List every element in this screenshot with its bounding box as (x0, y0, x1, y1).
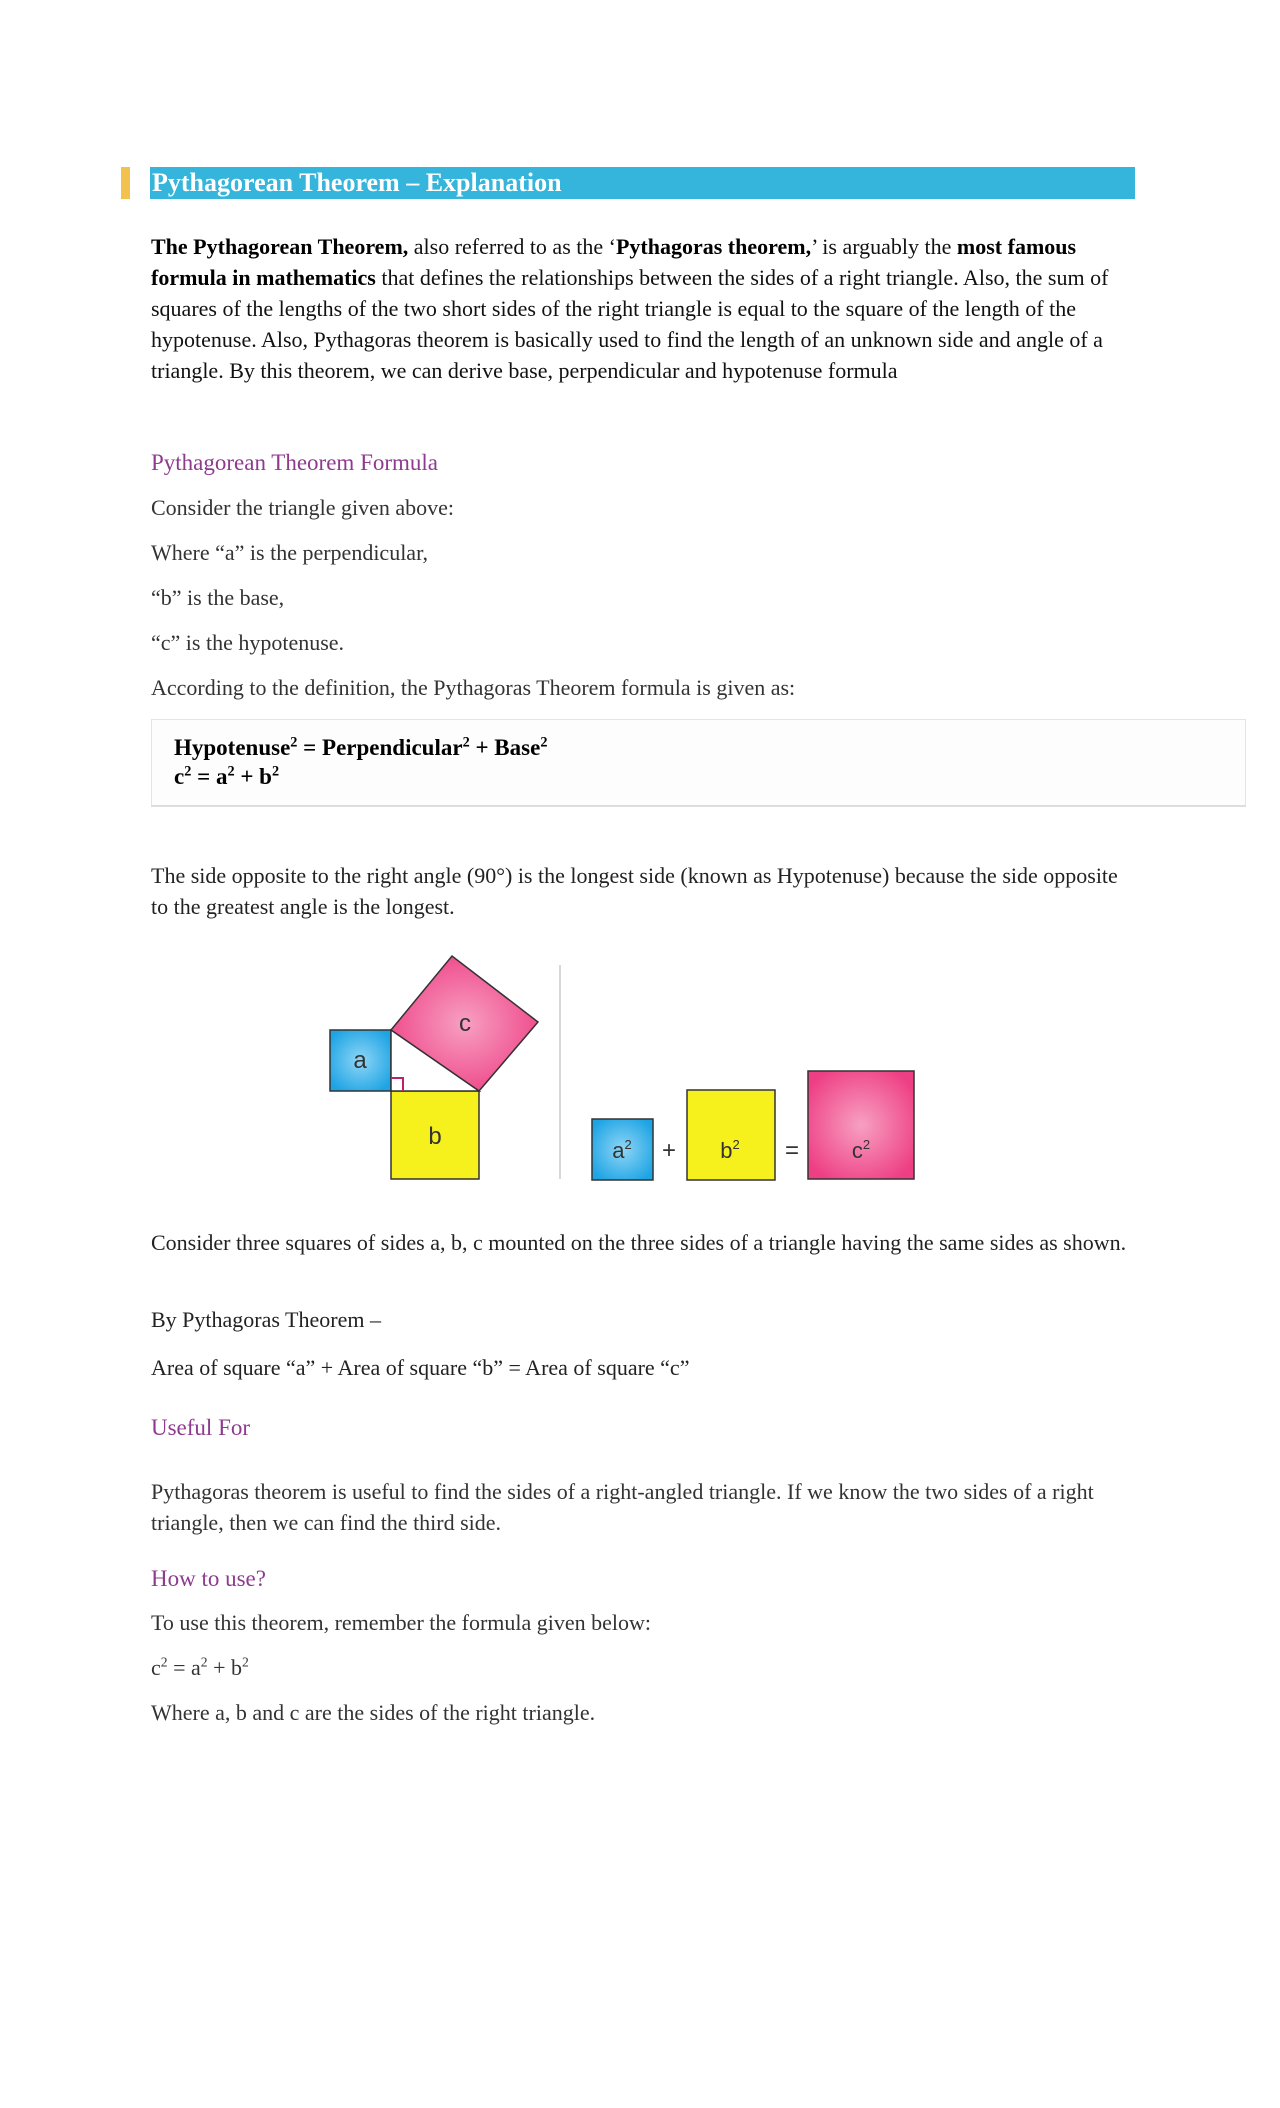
intro-text-1: also referred to as the ‘ (408, 234, 616, 259)
pythagoras-diagram (320, 945, 920, 1185)
how-line-1: To use this theorem, remember the formula given below: (151, 1610, 652, 1635)
how-formula: $c^2 = a^2 + b^2$ (151, 1654, 249, 1680)
formula-line-definition: According to the definition, the Pythagoras Theorem formula is given as: (151, 675, 796, 700)
formula-line-consider: Consider the triangle given above: (151, 495, 455, 520)
formula-line-perpendicular: Where “a” is the perpendicular, (151, 540, 429, 565)
intro-bold-1: The Pythagorean Theorem, (151, 234, 409, 259)
intro-paragraph (151, 231, 1136, 386)
square-c-label: c (459, 1010, 471, 1037)
intro-text-3: that defines the relationships between the sides of a right triangle. Also, the sum of squares of the lengths of the two short sides of the right triangle is equal to the square of the length of the hypotenuse. Also, Pythagoras theorem is basically used to find the length of an unknown side and angle of a triangle. By this theorem, we can derive base, perpendicular and hypotenuse formula (151, 265, 1109, 383)
square-a2-label: $a^2$ (612, 1137, 632, 1163)
title-accent-bar (121, 167, 130, 199)
equals-sign: = (784, 1137, 800, 1164)
intro-bold-3: most famous formula in mathematics (151, 234, 1077, 290)
by-theorem-line: By Pythagoras Theorem – (151, 1307, 381, 1332)
formula-hypotenuse-line: Hypotenuse$^2$ = Perpendicular$^2$ + Base$^2$ (174, 734, 548, 760)
plus-sign: + (661, 1137, 677, 1164)
how-line-3: Where a, b and c are the sides of the right triangle. (151, 1700, 596, 1725)
squares-paragraph: Consider three squares of sides a, b, c mounted on the three sides of a triangle having the same sides as shown. (151, 1230, 1127, 1255)
area-line: Area of square “a” + Area of square “b” = Area of square “c” (151, 1355, 690, 1380)
formula-heading: Pythagorean Theorem Formula (151, 450, 439, 475)
square-b2 (687, 1090, 775, 1180)
square-c2-label: $c^2$ (851, 1137, 871, 1163)
how-heading: How to use? (151, 1566, 266, 1591)
intro-text-2: ’ is arguably the (811, 234, 957, 259)
formula-symbolic-line: $c^2 = a^2 + b^2$ (174, 763, 280, 789)
formula-line-base: “b” is the base, (151, 585, 285, 610)
intro-bold-2: Pythagoras theorem, (615, 234, 812, 259)
square-a-label: a (353, 1047, 367, 1074)
useful-paragraph: Pythagoras theorem is useful to find the sides of a right-angled triangle. If we know the two sides of a right triangle, then we can find the third side. (151, 1479, 1094, 1535)
hypotenuse-note: The side opposite to the right angle (90°) is the longest side (known as Hypotenuse) because the side opposite to the greatest angle is the longest. (151, 863, 1118, 919)
formula-box (151, 719, 1246, 807)
page-title: Pythagorean Theorem – Explanation (152, 168, 562, 197)
square-b2-label: $b^2$ (720, 1137, 740, 1163)
formula-line-hypotenuse: “c” is the hypotenuse. (151, 630, 345, 655)
useful-heading: Useful For (151, 1415, 251, 1440)
square-b-label: b (428, 1123, 442, 1150)
